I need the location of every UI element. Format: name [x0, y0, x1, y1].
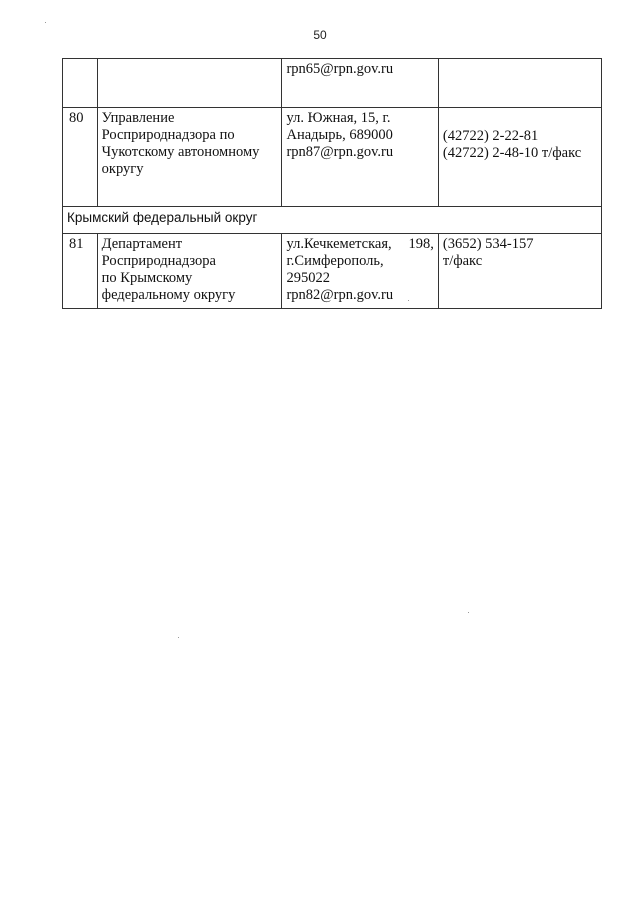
organization-line: Росприроднадзора: [101, 253, 216, 269]
organization-line: Росприроднадзора по: [101, 127, 235, 143]
address-line: Анадырь, 689000: [286, 127, 393, 143]
row-number-cell: 80: [63, 108, 98, 207]
contacts-table: [62, 58, 602, 309]
email-text: rpn65@rpn.gov.ru: [286, 61, 394, 77]
house-number-text: 198,: [408, 236, 434, 252]
phone-line: (3652) 534-157: [442, 236, 534, 252]
region-label: Крымский федеральный округ: [63, 207, 602, 234]
scan-speck: [408, 300, 409, 301]
table-row: [63, 59, 602, 108]
address-line: г.Симферополь,: [286, 253, 384, 269]
row-number-cell: 81: [63, 234, 98, 309]
scan-speck: [45, 22, 46, 23]
organization-cell: [97, 108, 282, 207]
phone-cell: [438, 234, 601, 309]
scan-speck: [468, 612, 469, 613]
phone-line: т/факс: [442, 253, 483, 269]
address-line: 295022: [286, 270, 330, 286]
organization-line: Департамент: [101, 236, 183, 252]
organization-line: Чукотскому автономному: [101, 144, 260, 160]
street-text: ул.Кечкеметская,: [286, 236, 392, 252]
organization-line: округу: [101, 161, 144, 177]
address-cell: [282, 234, 438, 309]
phone-line: (42722) 2-48-10 т/факс: [442, 145, 582, 161]
organization-cell: [97, 59, 282, 108]
row-number-cell: [63, 59, 98, 108]
address-cell: [282, 59, 438, 108]
organization-line: Управление: [101, 110, 175, 126]
address-line: ул. Южная, 15, г.: [286, 110, 391, 126]
address-cell: [282, 108, 438, 207]
page-number: 50: [313, 28, 327, 42]
phone-line: (42722) 2-22-81: [442, 128, 539, 144]
phone-cell: [438, 59, 601, 108]
email-text: rpn87@rpn.gov.ru: [286, 144, 394, 160]
phone-cell: [438, 108, 601, 207]
organization-line: федеральному округу: [101, 287, 236, 303]
email-text: rpn82@rpn.gov.ru: [286, 287, 394, 303]
organization-line: по Крымскому: [101, 270, 193, 286]
table-row: [63, 234, 602, 309]
table-row: [63, 108, 602, 207]
organization-cell: [97, 234, 282, 309]
scan-speck: [178, 637, 179, 638]
region-header-row: [63, 207, 602, 234]
address-line: [286, 236, 433, 253]
